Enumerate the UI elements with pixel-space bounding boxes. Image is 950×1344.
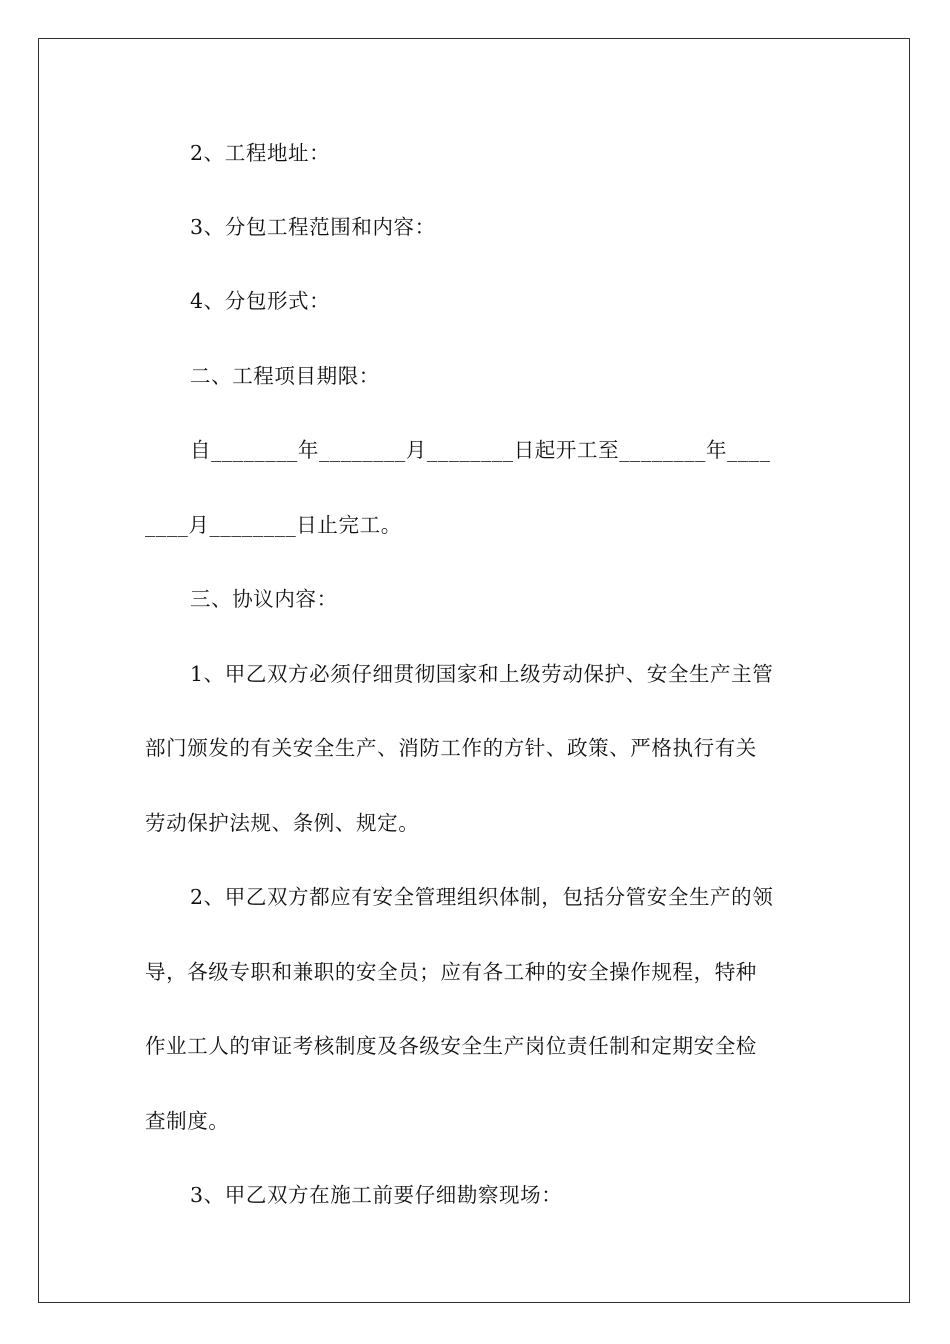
clause-2-line-3: 作业工人的审证考核制度及各级安全生产岗位责任制和定期安全检: [145, 1034, 757, 1058]
section-heading-project-period: 二、工程项目期限：: [190, 364, 380, 388]
clause-1-line-1: 1、甲乙双方必须仔细贯彻国家和上级劳动保护、安全生产主管: [190, 662, 774, 686]
clause-1-line-2: 部门颁发的有关安全生产、消防工作的方针、政策、严格执行有关: [145, 736, 757, 760]
item-project-address: 2、工程地址：: [190, 141, 331, 165]
clause-2-line-4: 查制度。: [145, 1109, 230, 1133]
clause-2-line-2: 导，各级专职和兼职的安全员；应有各工种的安全操作规程，特种: [145, 960, 757, 984]
item-subcontract-form: 4、分包形式：: [190, 289, 331, 313]
item-subcontract-scope: 3、分包工程范围和内容：: [190, 215, 436, 239]
clause-2-line-1: 2、甲乙双方都应有安全管理组织体制，包括分管安全生产的领: [190, 885, 774, 909]
period-line-2: ____月________日止完工。: [145, 513, 402, 537]
period-line-1: 自________年________月________日起开工至________年____: [190, 438, 771, 462]
section-heading-agreement-content: 三、协议内容：: [190, 587, 338, 611]
clause-1-line-3: 劳动保护法规、条例、规定。: [145, 811, 420, 835]
clause-3-line-1: 3、甲乙双方在施工前要仔细勘察现场：: [190, 1183, 563, 1207]
